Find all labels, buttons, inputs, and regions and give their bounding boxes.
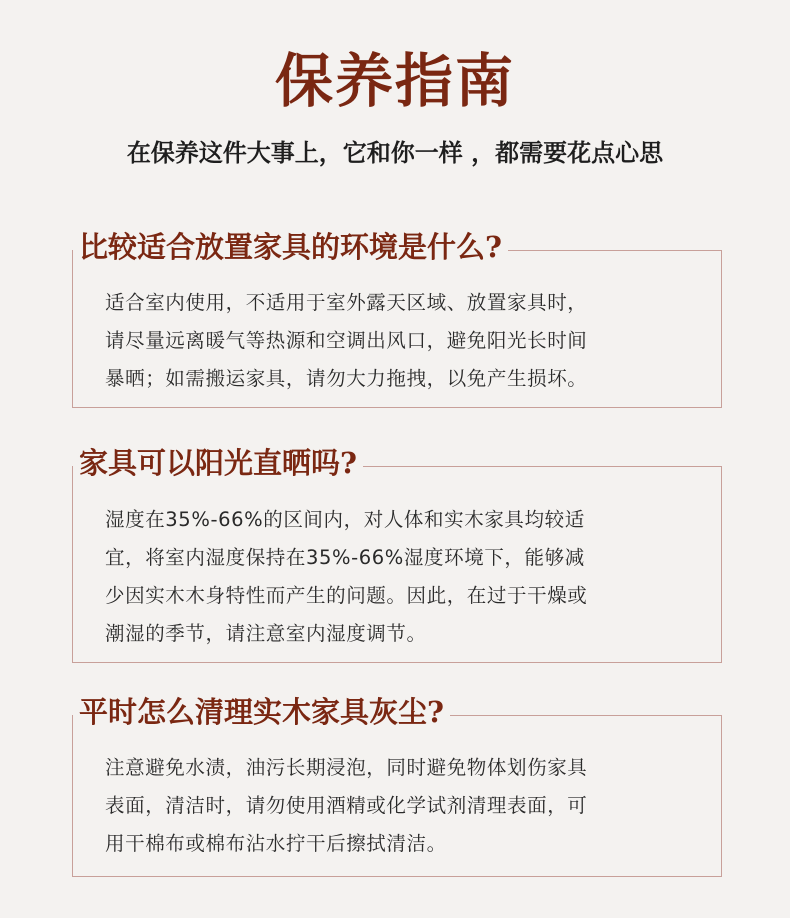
section-heading: 平时怎么清理实木家具灰尘? [73,690,450,734]
section-body-line: 适合室内使用，不适用于室外露天区域、放置家具时， [105,291,588,314]
section-body [105,749,705,863]
page-title: 保养指南 [274,47,515,115]
section-environment [72,230,722,408]
section-body-line: 表面，清洁时，请勿使用酒精或化学试剂清理表面，可 [105,794,588,817]
section-body-line: 请尽量远离暖气等热源和空调出风口，避免阳光长时间 [105,329,588,352]
section-body [105,501,705,653]
section-body-line: 少因实木木身特性而产生的问题。因此，在过于干燥或 [105,584,588,607]
section-body-line: 用干棉布或棉布沾水拧干后擦拭清洁。 [105,832,447,855]
section-heading: 比较适合放置家具的环境是什么? [73,225,508,269]
page-subtitle: 在保养这件大事上，它和你一样 ，都需要花点心思 [126,139,664,167]
section-body-line: 宜，将室内湿度保持在35%-66%湿度环境下，能够减 [105,546,585,569]
section-sunlight [72,446,722,663]
section-body-line: 注意避免水渍，油污长期浸泡，同时避免物体划伤家具 [105,756,588,779]
section-heading: 家具可以阳光直晒吗? [73,441,363,485]
section-cleaning [72,695,722,877]
section-body [105,284,705,398]
section-body-line: 潮湿的季节，请注意室内湿度调节。 [105,622,427,645]
section-body-line: 湿度在35%-66%的区间内，对人体和实木家具均较适 [105,508,585,531]
section-body-line: 暴晒；如需搬运家具，请勿大力拖拽，以免产生损坏。 [105,367,588,390]
